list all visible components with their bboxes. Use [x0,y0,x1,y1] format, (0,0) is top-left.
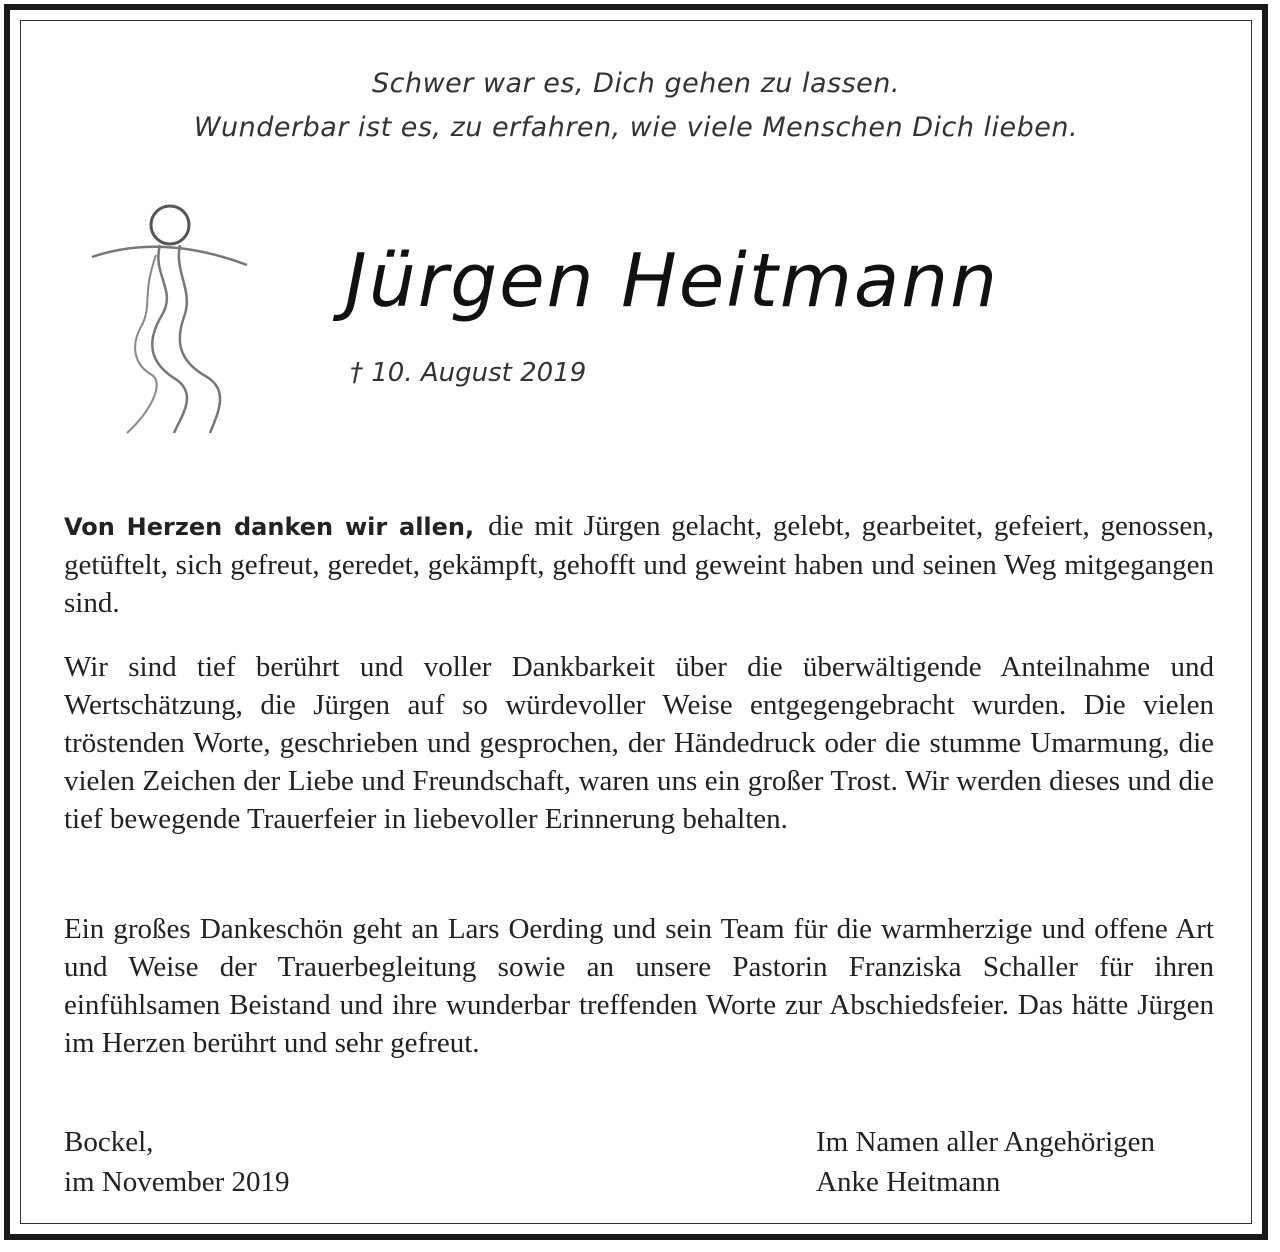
signature-line-2: Anke Heitmann [816,1166,1001,1198]
signature [816,1122,1155,1202]
place-line-1: Bockel, [64,1126,154,1158]
place-and-date [64,1122,290,1202]
paragraph-1 [64,507,1214,622]
motto [10,62,1262,150]
motto-line-1: Schwer war es, Dich gehen zu lassen. [372,68,900,99]
notice-frame [4,4,1268,1240]
paragraph-3: Ein großes Dankeschön geht an Lars Oerding und sein Team für die warmherzige und offene Art und Weise der Trauerbegleitung sowie an unsere Pastorin Franziska Schaller für ihren einfühlsamen Beistand und ihre wunderbar treffenden Worte zur Abschiedsfeier. Das hätte Jürgen im Herzen berührt und sehr gefreut. [64,913,1214,1059]
deceased-name: Jürgen Heitmann [345,238,1000,324]
signature-line-1: Im Namen aller Angehörigen [816,1126,1156,1158]
paragraph-2: Wir sind tief berührt und voller Dankbarkeit über die überwältigende Anteilnahme und Wertschätzung, die Jürgen auf so würdevoller Weise entgegengebracht wurden. Die vielen tröstenden Worte, geschrieben und gesprochen, der Händedruck oder die stumme Umarmung, die vielen Zeichen der Liebe und Freundschaft, waren uns ein großer Trost. Wir werden dieses und die tief bewegende Trauerfeier in liebevoller Erinnerung behalten. [64,651,1214,835]
path-with-sun-icon [82,195,252,435]
paragraph-1-lead: Von Herzen danken wir allen, [64,513,475,541]
death-date: † 10. August 2019 [350,358,587,388]
place-line-2: im November 2019 [64,1166,290,1198]
motto-line-2: Wunderbar ist es, zu erfahren, wie viele Menschen Dich lieben. [193,112,1079,143]
paragraph-1-text: die mit Jürgen gelacht, gelebt, gearbeitet, gefeiert, genossen, getüftelt, sich gefreut, geredet, gekämpft, gehofft und geweint haben und seinen Weg mitgegangen sind. [64,510,1215,619]
